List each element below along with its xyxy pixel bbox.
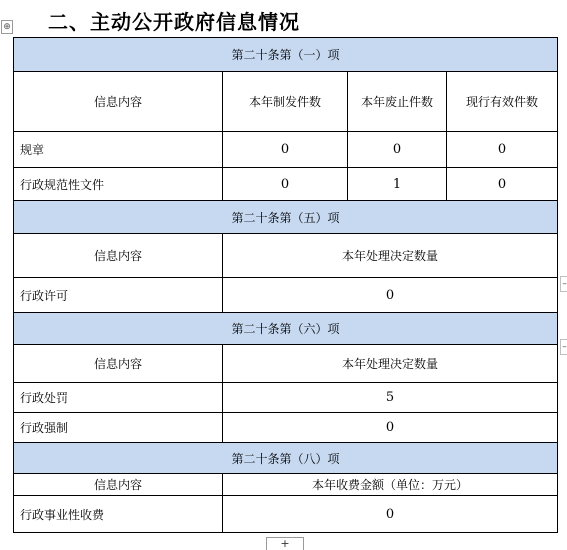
row-label: 行政许可 bbox=[14, 278, 223, 313]
cell-value: 0 bbox=[348, 132, 447, 168]
table-header-row bbox=[14, 474, 558, 496]
table-row bbox=[14, 168, 558, 201]
row-label: 规章 bbox=[14, 132, 223, 168]
column-header: 本年收费金额（单位：万元） bbox=[223, 474, 558, 496]
column-header: 信息内容 bbox=[14, 234, 223, 278]
column-header: 本年处理决定数量 bbox=[223, 345, 558, 383]
table-header-row bbox=[14, 72, 558, 132]
table-move-handle-icon[interactable]: ⊕ bbox=[1, 20, 13, 34]
section-heading-row bbox=[14, 313, 558, 345]
cell-value: 0 bbox=[447, 168, 558, 201]
section-heading: 第二十条第（八）项 bbox=[14, 443, 558, 474]
section-heading-row bbox=[14, 38, 558, 72]
column-header: 信息内容 bbox=[14, 474, 223, 496]
cell-value: 0 bbox=[223, 496, 558, 533]
table-row bbox=[14, 132, 558, 168]
column-header: 本年处理决定数量 bbox=[223, 234, 558, 278]
table-header-row bbox=[14, 234, 558, 278]
column-header: 信息内容 bbox=[14, 345, 223, 383]
row-label: 行政强制 bbox=[14, 413, 223, 443]
cell-value: 0 bbox=[223, 168, 348, 201]
section-heading: 第二十条第（五）项 bbox=[14, 201, 558, 234]
table-row bbox=[14, 278, 558, 313]
section-heading-row bbox=[14, 443, 558, 474]
row-label: 行政处罚 bbox=[14, 383, 223, 413]
add-row-button[interactable]: + bbox=[266, 537, 304, 550]
cell-value: 0 bbox=[447, 132, 558, 168]
row-resize-marker-icon[interactable]: – bbox=[560, 339, 567, 355]
table-header-row bbox=[14, 345, 558, 383]
column-header: 本年废止件数 bbox=[348, 72, 447, 132]
column-header: 本年制发件数 bbox=[223, 72, 348, 132]
disclosure-table bbox=[13, 37, 558, 533]
cell-value: 0 bbox=[223, 413, 558, 443]
section-heading: 第二十条第（六）项 bbox=[14, 313, 558, 345]
row-resize-marker-icon[interactable]: – bbox=[560, 276, 567, 292]
cell-value: 1 bbox=[348, 168, 447, 201]
column-header: 现行有效件数 bbox=[447, 72, 558, 132]
table-row bbox=[14, 413, 558, 443]
page-title: 二、主动公开政府信息情况 bbox=[48, 10, 300, 34]
cell-value: 0 bbox=[223, 132, 348, 168]
section-heading-row bbox=[14, 201, 558, 234]
row-label: 行政规范性文件 bbox=[14, 168, 223, 201]
cell-value: 0 bbox=[223, 278, 558, 313]
section-heading: 第二十条第（一）项 bbox=[14, 38, 558, 72]
row-label: 行政事业性收费 bbox=[14, 496, 223, 533]
table-row bbox=[14, 496, 558, 533]
column-header: 信息内容 bbox=[14, 72, 223, 132]
cell-value: 5 bbox=[223, 383, 558, 413]
table-row bbox=[14, 383, 558, 413]
